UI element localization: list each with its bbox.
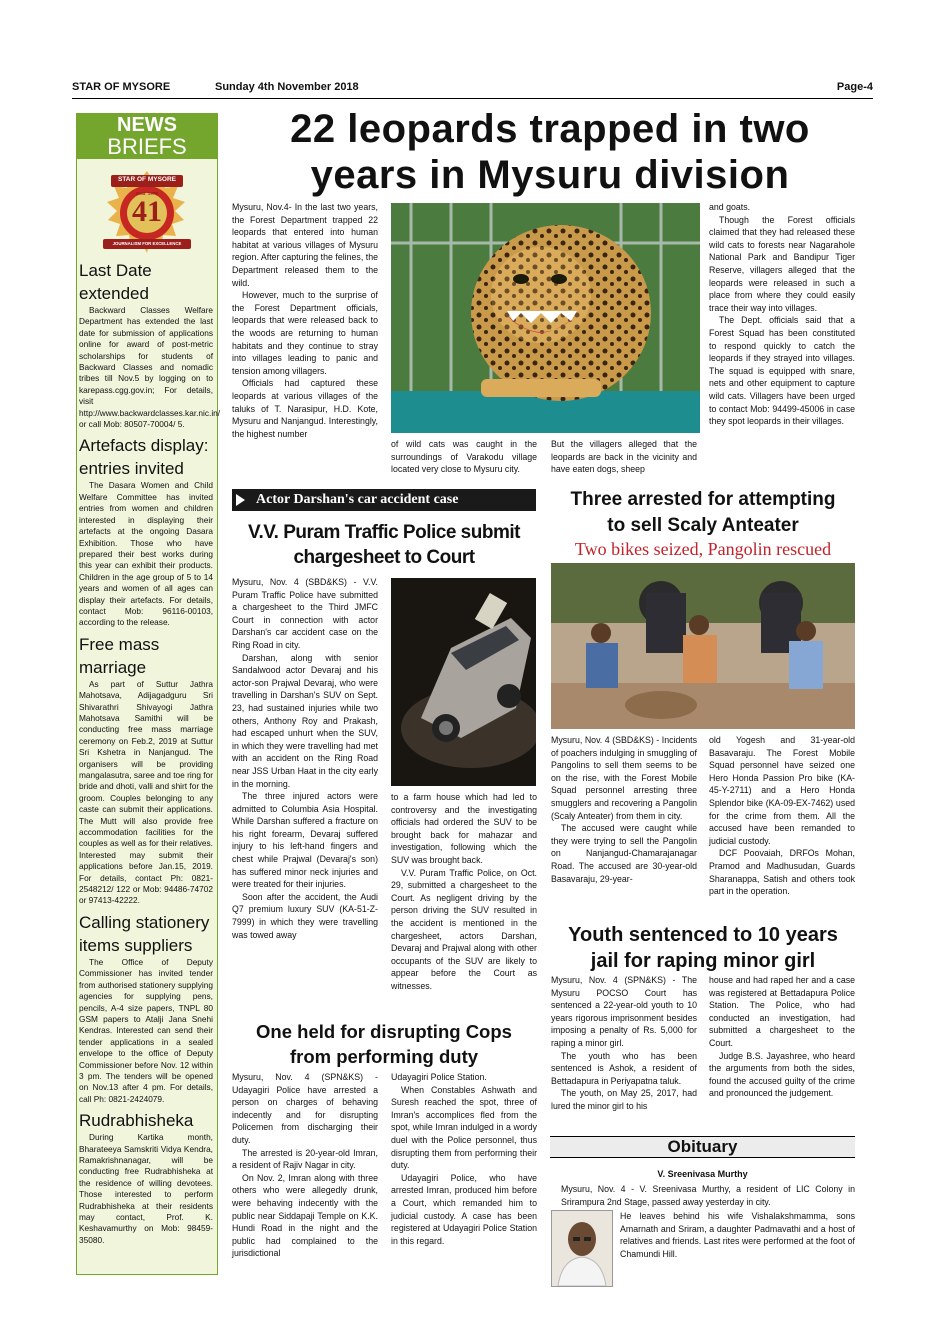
cops-para: When Constables Ashwath and Suresh reached the spot, three of Imran's accomplices fled from the spot, while Imran indulged in a wordy duel with the Police personnel, thus disrupting them from performing their duty. (391, 1084, 537, 1171)
masthead-date: Sunday 4th November 2018 (215, 81, 359, 93)
cops-para: Mysuru, Nov. 4 (SPN&KS) - Udayagiri Police have arrested a person on charges of behaving indecently and for disrupting Policemen from discharging their duty. (232, 1072, 378, 1145)
youth-para: The youth, on May 25, 2017, had lured the minor girl to his (551, 1088, 697, 1111)
darshan-para: Mysuru, Nov. 4 (SBD&KS) - V.V. Puram Traffic Police have submitted a chargesheet to the Third JMFC Court in connection with actor Darshan's car accident case on the Ring Road in city. (232, 577, 378, 650)
obituary-body: He leaves behind his wife Vishalakshmamma, sons Amarnath and Sriram, a daughter Padmavathi and a host of relatives and friends. Last rites were performed at the foot of Chamundi Hill. (620, 1211, 855, 1259)
kicker-arrow-icon (236, 494, 245, 506)
leopards-para: of wild cats was caught in the surroundings of Varakodu village located very close to Mysuru city. (391, 439, 537, 475)
youth-para: The youth who has been sentenced is Ashok, a resident of Bettadapura in Periyapatna taluk. (551, 1050, 697, 1086)
darshan-para: Darshan, along with senior Sandalwood actor Devaraj and his actor-son Prajwal Devaraj, who were travelling in Darshan's SUV on Sept. 23, had sustained injuries while two others, Anthony Roy and Prakash, had escaped unhurt when the SUV, in which they were travelling had met with an accident on the Ring Road near JSS Urban Haat in the city early in the morning. (232, 652, 378, 789)
obituary-portrait-photo (551, 1210, 613, 1287)
youth-col2 (709, 974, 855, 1100)
leopard-photo (391, 203, 700, 433)
brief-body: Backward Classes Welfare Department has extended the last date for submission of applications online for award of post-metric scholarships for students of Backward Classes and nomadic tribes till Nov.5 by logging on to karepass.cgg.gov.in; For details, visit http://www.backwardclasses.kar.nic.in/ or call Mob: 80507-70004/ 5. (79, 305, 221, 430)
darshan-headline-line1: V.V. Puram Traffic Police submit (248, 522, 520, 543)
cops-headline (230, 1019, 538, 1069)
brief-item (79, 259, 221, 430)
masthead-name: STAR OF MYSORE (72, 81, 171, 93)
darshan-para: The three injured actors were admitted to Columbia Asia Hospital. While Darshan suffered a fracture on his right forearm, Devaraj suffered injury to his left-hand fingers and chest while Prajwal (Devaraj's son) has suffered minor neck injuries and were treated for their injuries. (232, 791, 378, 890)
emblem-number: 41 (132, 195, 162, 228)
obituary-header: Obituary (667, 1137, 738, 1156)
leopards-col3 (551, 438, 697, 476)
brief-title: Rudrabhisheka (79, 1111, 194, 1131)
brief-item (79, 1109, 213, 1246)
anniversary-emblem (89, 169, 205, 257)
leopards-col1 (232, 201, 378, 440)
pangolin-para: old Yogesh and 31-year-old Basavaraju. The Forest Mobile Squad personnel have seized one Hero Honda Passion Pro bike (KA-45-Y-2711) and a Hero Honda Splendor bike (KA-09-EX-7462) used for the crime from them. All the accused have been remanded to judicial custody. (709, 735, 855, 846)
brief-item (79, 911, 213, 1105)
brief-title: Artefacts display: entries invited (79, 436, 209, 479)
briefs-list (79, 259, 221, 1246)
pangolin-para: DCF Poovaiah, DRFOs Mohan, Pramod and Madhusudan, Guards Sharanappa, Satish and others took part in the operation. (709, 848, 855, 897)
cops-headline-line1: One held for disrupting Cops (256, 1021, 512, 1042)
obituary-lead: Mysuru, Nov. 4 - V. Sreenivasa Murthy, a resident of LIC Colony in Srirampura 2nd Stage, passed away yesterday in city. (561, 1184, 855, 1207)
youth-para: house and had raped her and a case was registered at Bettadapura Police Station. The Police, who had conducted an investigation, had submitted a chargesheet to the Court. (709, 975, 855, 1048)
leopards-para: and goats. (709, 202, 751, 212)
news-briefs-header (76, 113, 218, 159)
news-label: NEWS (117, 114, 177, 136)
emblem-bottom-text: JOURNALISM FOR EXCELLENCE (112, 241, 182, 246)
leopards-para: Though the Forest officials claimed that they had released these wild cats to forests near Nagarahole National Park and Bandipur Tiger Reserve, villagers alleged that the leopards were released in such a place from where they could easily trace their way into villages. (709, 214, 855, 313)
darshan-headline (230, 520, 538, 570)
youth-col1 (551, 974, 697, 1113)
pangolin-headline-line2: to sell Scaly Anteater (607, 515, 799, 536)
brief-title: Free mass marriage (79, 634, 160, 677)
cops-para: Udayagiri Police Station. (391, 1072, 487, 1082)
darshan-kicker-text: Actor Darshan's car accident case (256, 492, 459, 507)
masthead (72, 80, 873, 99)
leopards-col4 (709, 201, 855, 428)
cops-para: Udayagiri Police, who have arrested Imran, produced him before a Court, which remanded him to judicial custody. A case has been registered at Udayagiri Police Station in this regard. (391, 1172, 537, 1246)
leopards-headline-line1: 22 leopards trapped in two (290, 107, 810, 151)
briefs-label: BRIEFS (107, 134, 187, 159)
cops-col2 (391, 1071, 537, 1247)
youth-para: Mysuru, Nov. 4 (SPN&KS) - The Mysuru POCSO Court has sentenced a 22-year-old youth to 10 years rigorous imprisonment besides imposing a penalty of Rs. 5,000 for raping a minor girl. (551, 975, 697, 1048)
emblem-estd-text: Estd. 1978 (136, 191, 158, 196)
leopards-headline (230, 106, 870, 198)
brief-body: As part of Suttur Jathra Mahotsava, Adijagadguru Sri Shivarathri Shivayogi Jathra Mahotsava Samithi will be conducting free mass marriage ceremony on Feb.2, 2019 at Suttur Sri Kshetra in Nanjangud. The organisers will be providing mangalasutra, saree and toe ring for bride and dhoti, valli and shirt for the groom. Couples belonging to any caste can submit their applications. The Mutt will also provide free accommodation facilities for the couples as well as for their relatives. Interested may submit their applications before Jan.15, 2019. For details, contact Ph: 0821-2548212/ 122 or Mob: 94486-74702 or 97413-42222. (79, 678, 213, 906)
cops-headline-line2: from performing duty (289, 1046, 479, 1067)
leopards-headline-line2: years in Mysuru division (310, 153, 790, 197)
brief-body: During Kartika month, Bharateeya Samskriti Vidya Kendra, Ramakrishnanagar, will be conducting free Rudrabhisheka at the residence of willing devotees. Those interested to perform Rudrabhisheka at their residents may contact, Prof. K. Keshavamurthy on Mob: 98459-35080. (79, 1132, 213, 1245)
pangolin-headline (548, 487, 858, 539)
pangolin-col1 (551, 734, 697, 885)
leopards-para: Officials had captured these leopards at various villages of the taluks of T. Narasipur, H.D. Kote, Mysuru and Nanjangud. Interestingly, the highest number (232, 378, 378, 439)
leopards-col2 (391, 438, 537, 476)
darshan-kicker (232, 489, 536, 511)
obituary-box (550, 1136, 855, 1158)
brief-item (79, 434, 213, 628)
darshan-para: to a farm house which had led to controversy and the investigating officials had ordered the SUV to be brought back for mahazar and investigation, following which the SUV was brought back. (391, 792, 537, 865)
leopards-para: The Dept. officials said that a Forest Squad has been constituted to respond quickly to catch the leopards if they strayed into villages. The squad is equipped with snare, nets and other equipment to capture wild cats. Villagers have been urged to contact Mob: 94499-45006 in case they spot leopards in their villages. (709, 315, 855, 427)
darshan-col1 (232, 576, 378, 941)
pangolin-col2 (709, 734, 855, 898)
leopards-para: But the villagers alleged that the leopards are back in the vicinity and have eaten dogs, sheep (551, 439, 697, 475)
brief-item (79, 633, 213, 907)
obituary-name: V. Sreenivasa Murthy (657, 1169, 748, 1179)
pangolin-subhead: Two bikes seized, Pangolin rescued (574, 539, 832, 559)
brief-body: The Dasara Women and Child Welfare Committee has invited entries from women and children interested in displaying their artefacts at the ongoing Dasara Exhibition. Those who have prepared their best works during this year can exhibit their products. Children in the age group of 5 to 14 years and women of all ages can display their artefacts. For details, contact Mob: 96116-00103, according to the release. (79, 480, 213, 628)
youth-headline (548, 922, 858, 974)
accident-car-photo (391, 578, 536, 786)
masthead-page: Page-4 (836, 81, 873, 93)
leopards-para: However, much to the surprise of the Forest Department officials, leopards that were released back to the woods are returning to human habitats and they continue to stray into villages leading to panic and tension among villagers. (232, 290, 378, 376)
darshan-col2 (391, 791, 537, 993)
pangolin-headline-line1: Three arrested for attempting (570, 489, 836, 510)
cops-para: The arrested is 20-year-old Imran, a resident of Rajiv Nagar in city. (232, 1147, 378, 1171)
cops-para: On Nov. 2, Imran along with three others who were allegedly drunk, were behaving indecently with the public near Siddapaji Temple on K.K. Hundi Road in the night and the public had complained to the jurisdictional (232, 1172, 378, 1259)
brief-body: The Office of Deputy Commissioner has invited tender from authorised stationery supplying agencies for supplying pens, pencils, A-4 size papers, TNPL 80 GSM papers to Atalji Jana Snehi Kendras. Interested can send their tender applications in a sealed envelope to the office of Deputy Commissioner before Nov. 12 within 3 pm. The tenders will be opened on Nov.13 after 4 pm. For details, call Ph: 0821-2424079. (79, 956, 213, 1104)
pangolin-arrest-photo (551, 563, 855, 729)
cops-col1 (232, 1071, 378, 1260)
pangolin-para: Mysuru, Nov. 4 (SBD&KS) - Incidents of poachers indulging in smuggling of Pangolins to sell them seems to be on the rise, with the Forest Mobile Squad personnel arresting three smugglers and recovering a Pangolin (Scaly Anteater) from them in city. (551, 735, 697, 821)
youth-para: Judge B.S. Jayashree, who heard the arguments from both the sides, found the accused guilty of the crime and pronounced the judgement. (709, 1050, 855, 1099)
darshan-para: V.V. Puram Traffic Police, on Oct. 29, submitted a chargesheet to the Court. As negligent driving by the person driving the SUV resulted in the accident is mentioned in the chargesheet, actors Darshan, Devaraj and Prajwal along with other occupants of the SUV are likely to appear before the Court as witnesses. (391, 867, 537, 991)
darshan-headline-line2: chargesheet to Court (293, 547, 475, 568)
brief-title: Last Date extended (79, 261, 152, 303)
brief-title: Calling stationery items suppliers (79, 912, 210, 955)
news-briefs-sidebar (76, 113, 221, 1275)
youth-headline-line1: Youth sentenced to 10 years (568, 924, 838, 946)
darshan-para: Soon after the accident, the Audi Q7 premium luxury SUV (KA-51-Z-7999) in which they were travelling was towed away (232, 891, 378, 940)
emblem-top-text: STAR OF MYSORE (117, 176, 177, 183)
youth-headline-line2: jail for raping minor girl (590, 950, 816, 972)
pangolin-para: The accused were caught while they were trying to sell the Pangolin on Nanjangud-Chamarajanagar Road. The accused are 30-year-old Basavaraju, 29-year- (551, 823, 697, 884)
leopards-para: Mysuru, Nov.4- In the last two years, the Forest Department trapped 22 leopards that entered into human habitat at various villages of Mysuru region. After capturing the felines, the Department released them to the wild. (232, 202, 378, 288)
